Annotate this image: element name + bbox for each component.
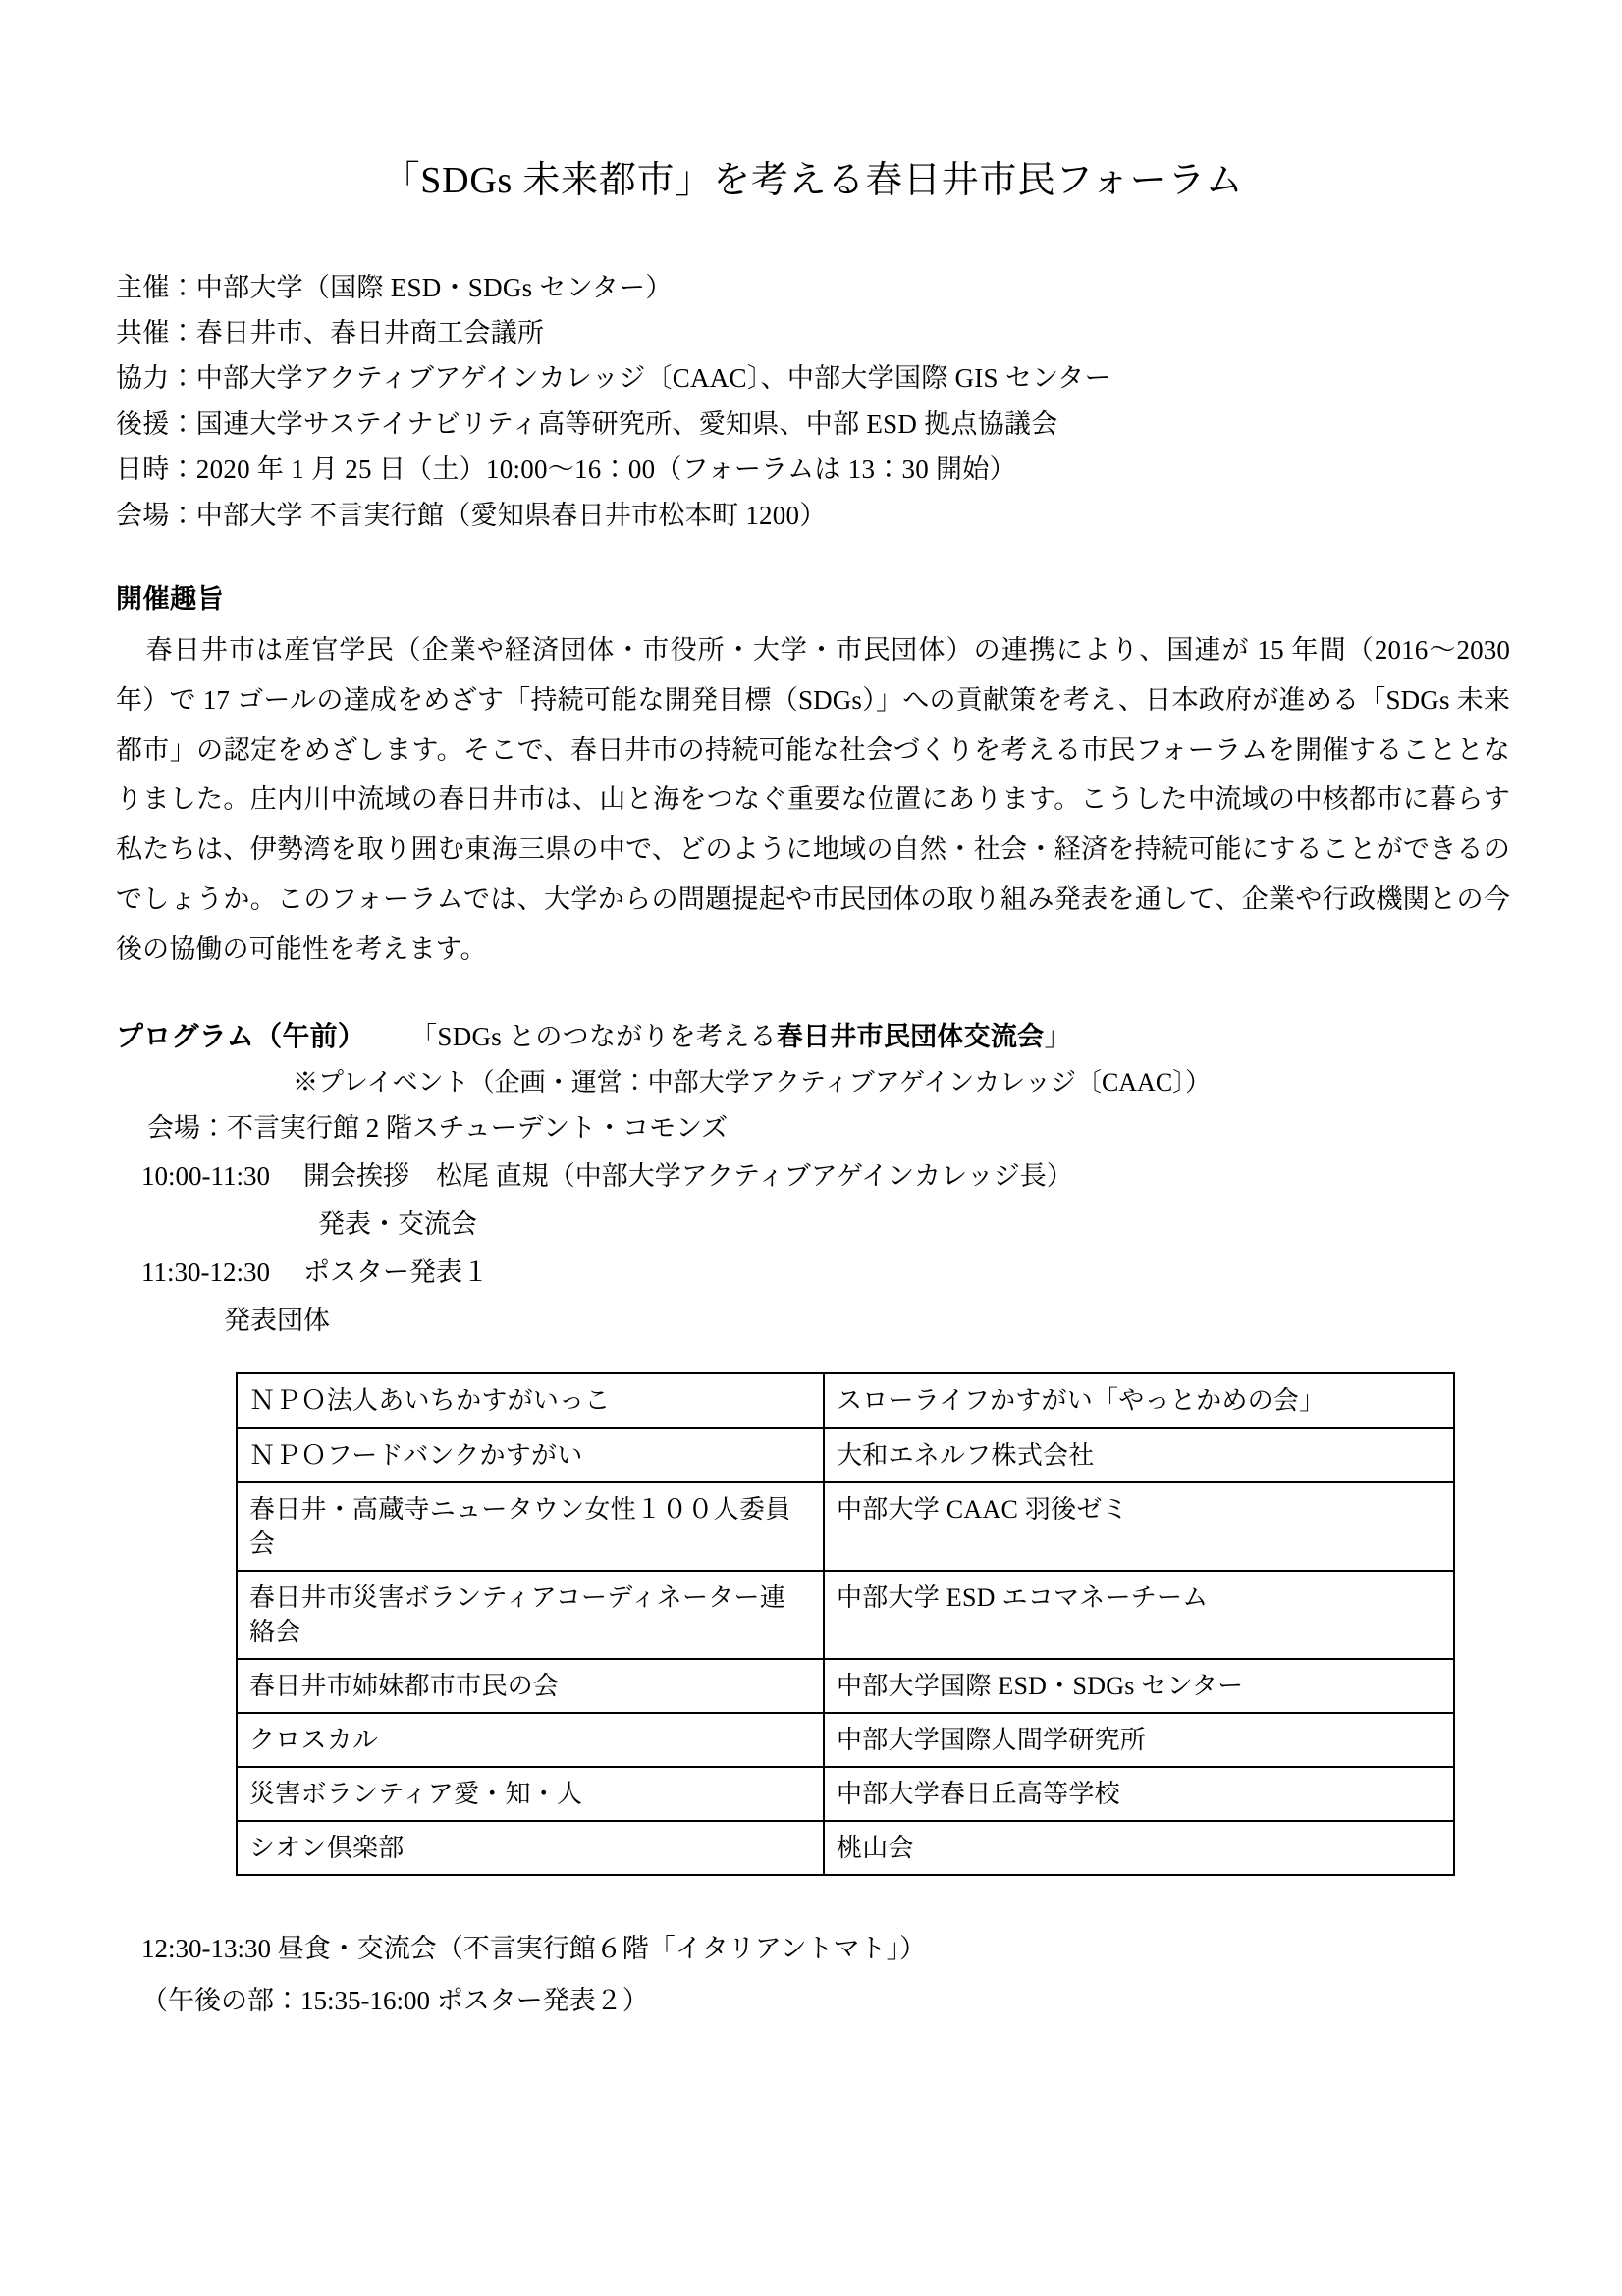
event-info-block xyxy=(116,265,1510,539)
table-row xyxy=(237,1428,1454,1482)
table-row xyxy=(237,1821,1454,1875)
org-table-wrapper xyxy=(236,1372,1510,1876)
schedule-text-exchange: 発表・交流会 xyxy=(318,1209,477,1240)
table-row xyxy=(237,1767,1454,1821)
org-cell-right: 桃山会 xyxy=(824,1821,1454,1875)
footer-afternoon-line: （午後の部：15:35-16:00 ポスター発表２） xyxy=(141,1986,649,2016)
info-line-venue: 会場：中部大学 不言実行館（愛知県春日井市松本町 1200） xyxy=(116,500,827,530)
info-line-support: 後援：国連大学サステイナビリティ高等研究所、愛知県、中部 ESD 拠点協議会 xyxy=(116,408,1058,439)
schedule-row-poster1 xyxy=(141,1251,1510,1289)
org-cell-left: 春日井市姉妹都市市民の会 xyxy=(237,1659,824,1713)
table-row xyxy=(237,1373,1454,1427)
schedule-text-opening: 開会挨拶 松尾 直規（中部大学アクティブアゲインカレッジ長） xyxy=(303,1161,1073,1192)
page-title: 「SDGs 未来都市」を考える春日井市民フォーラム xyxy=(382,160,1244,201)
program-label: プログラム（午前） xyxy=(116,1022,366,1053)
presenting-organizations-table xyxy=(236,1372,1455,1876)
program-theme-close: 」 xyxy=(1044,1022,1071,1052)
org-cell-right: 大和エネルフ株式会社 xyxy=(824,1428,1454,1482)
info-line-coorganizer: 共催：春日井市、春日井商工会議所 xyxy=(116,318,545,348)
org-cell-right: 中部大学 ESD エコマネーチーム xyxy=(824,1571,1454,1659)
schedule-text-poster1: ポスター発表１ xyxy=(303,1257,489,1288)
document-content xyxy=(116,0,1510,2017)
orgs-label: 発表団体 xyxy=(224,1306,330,1336)
org-cell-left: 災害ボランティア愛・知・人 xyxy=(237,1767,824,1821)
org-cell-left: ＮＰＯ法人あいちかすがいっこ xyxy=(237,1373,824,1427)
info-line-cooperation: 協力：中部大学アクティブアゲインカレッジ〔CAAC〕、中部大学国際 GIS センター xyxy=(116,363,1111,394)
footer-block xyxy=(116,1927,1510,2017)
org-cell-right: 中部大学春日丘高等学校 xyxy=(824,1767,1454,1821)
schedule-time-poster1: 11:30-12:30 xyxy=(141,1257,270,1288)
purpose-heading: 開催趣旨 xyxy=(116,584,225,614)
info-line-organizer: 主催：中部大学（国際 ESD・SDGs センター） xyxy=(116,272,673,302)
org-cell-right: 中部大学 CAAC 羽後ゼミ xyxy=(824,1482,1454,1571)
org-cell-right: 中部大学国際 ESD・SDGs センター xyxy=(824,1659,1454,1713)
schedule-row-exchange xyxy=(318,1202,1510,1241)
footer-lunch-line: 12:30-13:30 昼食・交流会（不言実行館６階「イタリアントマト」） xyxy=(141,1934,927,1964)
org-cell-left: ＮＰＯフードバンクかすがい xyxy=(237,1428,824,1482)
table-row xyxy=(237,1571,1454,1659)
org-cell-left: 春日井・高蔵寺ニュータウン女性１００人委員会 xyxy=(237,1482,824,1571)
schedule-row-opening xyxy=(141,1154,1510,1193)
program-venue-line: 会場：不言実行館 2 階スチューデント・コモンズ xyxy=(147,1113,729,1144)
program-theme-open: 「SDGs とのつながりを考える xyxy=(410,1022,777,1052)
org-cell-right: 中部大学国際人間学研究所 xyxy=(824,1713,1454,1767)
purpose-body-text: 春日井市は産官学民（企業や経済団体・市役所・大学・市民団体）の連携により、国連が 15 年間（2016〜2030 年）で 17 ゴールの達成をめざす「持続可能な開発目標（SDGs）」への貢献策を考え、日本政府が進める「SDGs 未来都市」の認定をめざします。そこで、春日井市の持続可能な社会づくりを考える市民フォーラムを開催することとなりました。庄内川中流域の春日井市は、山と海をつなぐ重要な位置にあります。こうした中流域の中核都市に暮らす私たちは、伊勢湾を取り囲む東海三県の中で、どのように地域の自然・社会・経済を持続可能にすることができるのでしょうか。このフォーラムでは、大学からの問題提起や市民団体の取り組み発表を通して、企業や行政機関との今後の協働の可能性を考えます。 xyxy=(116,635,1510,964)
table-row xyxy=(237,1659,1454,1713)
purpose-paragraph xyxy=(116,625,1510,974)
info-line-datetime: 日時：2020 年 1 月 25 日（土）10:00〜16：00（フォーラムは 13：30 開始） xyxy=(116,454,1016,485)
org-table-body xyxy=(237,1373,1454,1875)
org-cell-left: クロスカル xyxy=(237,1713,824,1767)
org-cell-left: 春日井市災害ボランティアコーディネーター連絡会 xyxy=(237,1571,824,1659)
program-preevent-note: ※プレイベント（企画・運営：中部大学アクティブアゲインカレッジ〔CAAC〕） xyxy=(293,1068,1212,1097)
org-cell-right: スローライフかすがい「やっとかめの会」 xyxy=(824,1373,1454,1427)
org-cell-left: シオン倶楽部 xyxy=(237,1821,824,1875)
program-theme-bold: 春日井市民団体交流会 xyxy=(776,1022,1045,1052)
table-row xyxy=(237,1482,1454,1571)
program-heading-row xyxy=(116,1015,1510,1054)
schedule-time-opening: 10:00-11:30 xyxy=(141,1161,270,1192)
table-row xyxy=(237,1713,1454,1767)
